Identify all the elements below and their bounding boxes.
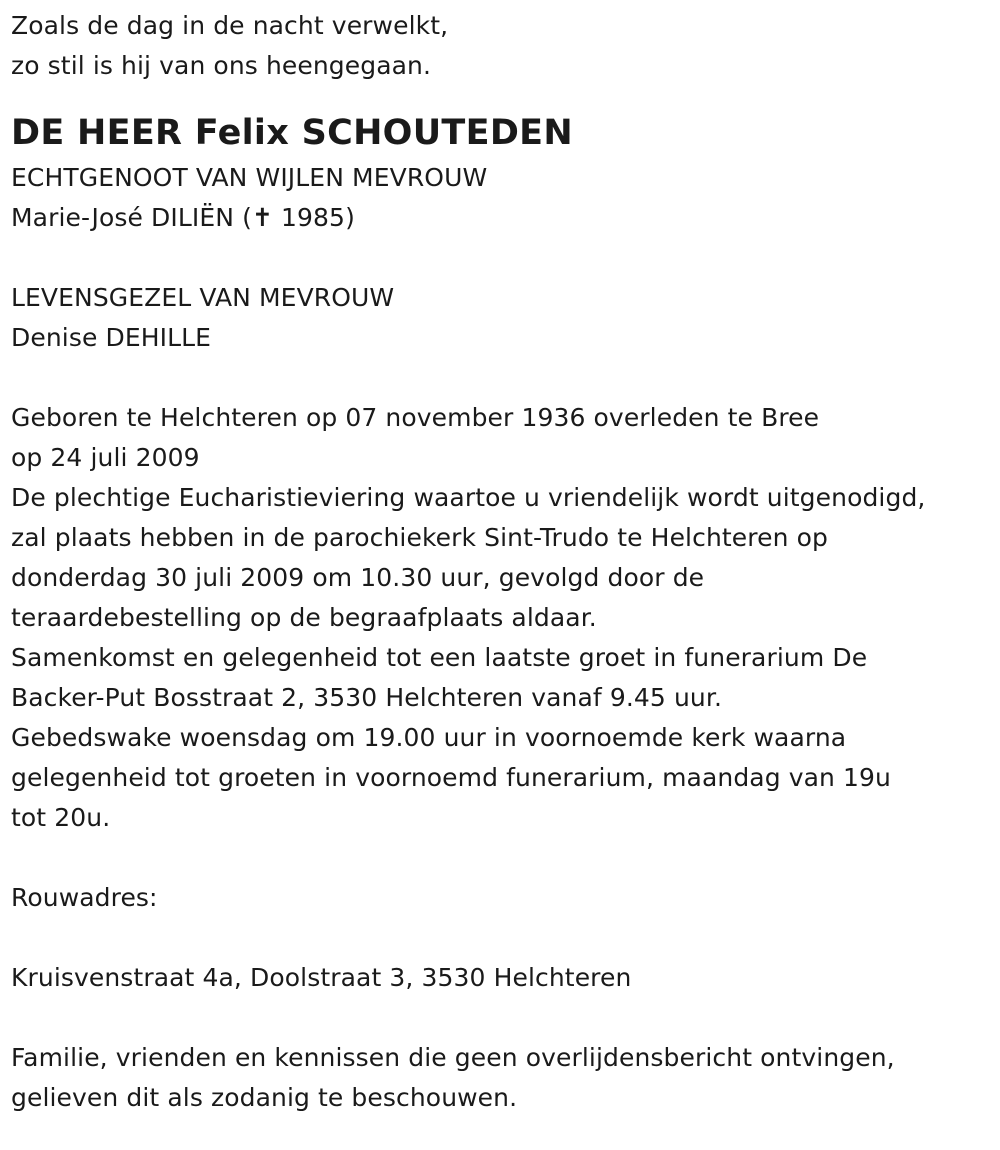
details-line: teraardebestelling op de begraafplaats aldaar. [11, 603, 597, 632]
closing-line-2: gelieven dit als zodanig te beschouwen. [11, 1083, 518, 1112]
death-notice [11, 6, 991, 1118]
address-value: Kruisvenstraat 4a, Doolstraat 3, 3530 Helchteren [11, 963, 632, 992]
spacer [11, 918, 991, 958]
details-line: De plechtige Eucharistieviering waartoe u vriendelijk wordt uitgenodigd, [11, 483, 926, 512]
spacer [11, 998, 991, 1038]
spouse-heading: ECHTGENOOT VAN WIJLEN MEVROUW [11, 163, 488, 192]
details-line: Samenkomst en gelegenheid tot een laatste groet in funerarium De [11, 643, 868, 672]
spacer [11, 838, 991, 878]
deceased-name: DE HEER Felix SCHOUTEDEN [11, 113, 573, 153]
spacer [11, 238, 991, 278]
address-label: Rouwadres: [11, 883, 158, 912]
details-line: gelegenheid tot groeten in voornoemd funerarium, maandag van 19u [11, 763, 891, 792]
details-line: donderdag 30 juli 2009 om 10.30 uur, gevolgd door de [11, 563, 705, 592]
details-line: Gebedswake woensdag om 19.00 uur in voornoemde kerk waarna [11, 723, 847, 752]
partner-name: Denise DEHILLE [11, 323, 212, 352]
poem-line-1: Zoals de dag in de nacht verwelkt, [11, 11, 449, 40]
details-line: Backer-Put Bosstraat 2, 3530 Helchteren vanaf 9.45 uur. [11, 683, 723, 712]
poem-line-2: zo stil is hij van ons heengegaan. [11, 51, 432, 80]
details-line: op 24 juli 2009 [11, 443, 200, 472]
spouse-name: Marie-José DILIËN (✝ 1985) [11, 203, 355, 232]
details-line: tot 20u. [11, 803, 111, 832]
details-line: Geboren te Helchteren op 07 november 1936 overleden te Bree [11, 403, 820, 432]
details-line: zal plaats hebben in de parochiekerk Sint-Trudo te Helchteren op [11, 523, 828, 552]
partner-heading: LEVENSGEZEL VAN MEVROUW [11, 283, 395, 312]
spacer [11, 358, 991, 398]
closing-line-1: Familie, vrienden en kennissen die geen overlijdensbericht ontvingen, [11, 1043, 895, 1072]
